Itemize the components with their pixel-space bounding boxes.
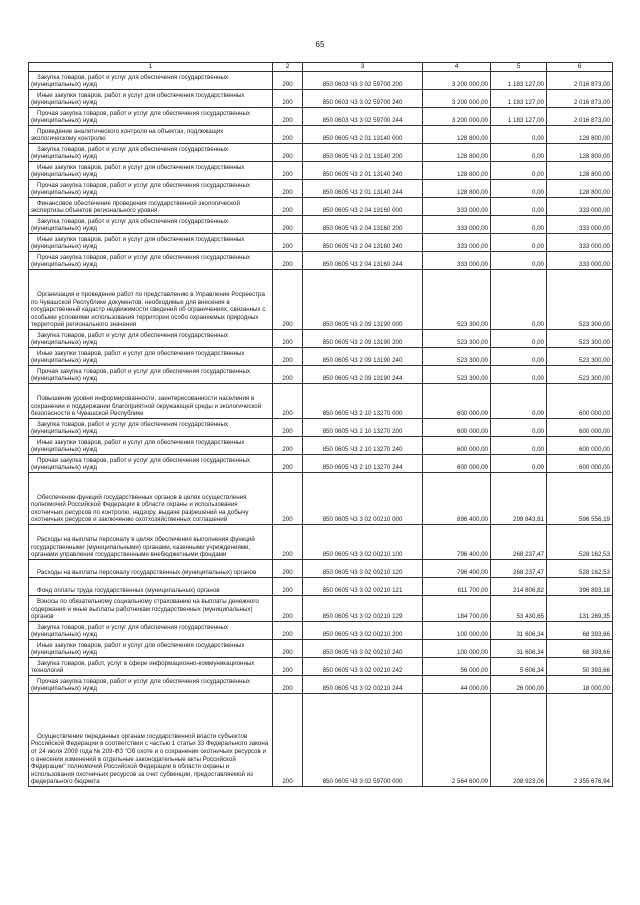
row-col2: 200 bbox=[273, 366, 303, 384]
table-row bbox=[29, 560, 613, 578]
row-name bbox=[29, 560, 273, 578]
row-name bbox=[29, 348, 273, 366]
row-value-6: 2 016 873,00 bbox=[547, 72, 613, 90]
row-value-6: 2 016 873,00 bbox=[547, 90, 613, 108]
table-row bbox=[29, 90, 613, 108]
row-name-text: Расходы на выплаты персоналу государственных (муниципальных) органов bbox=[37, 569, 257, 577]
row-code: 850 0605 Ч3 2 01 13140 000 bbox=[303, 126, 423, 144]
row-code: 850 0603 Ч3 3 02 59700 240 bbox=[303, 90, 423, 108]
row-name bbox=[29, 658, 273, 676]
row-name-text: Закупка товаров, работ и услуг для обеспечения государственных (муниципальных) нужд bbox=[31, 145, 229, 161]
header-col-2: 2 bbox=[273, 63, 303, 72]
row-code: 850 0605 Ч3 2 09 13190 000 bbox=[303, 270, 423, 330]
row-code: 850 0605 Ч3 2 09 13190 244 bbox=[303, 366, 423, 384]
table-row bbox=[29, 694, 613, 787]
row-name bbox=[29, 216, 273, 234]
row-code: 850 0605 Ч3 3 02 00210 121 bbox=[303, 578, 423, 596]
row-value-4: 600 000,00 bbox=[423, 437, 491, 455]
row-value-4: 333 000,00 bbox=[423, 198, 491, 216]
row-name-text: Закупка товаров, работ и услуг для обеспечения государственных (муниципальных) нужд bbox=[31, 331, 229, 347]
row-code: 850 0605 Ч3 2 04 13160 000 bbox=[303, 198, 423, 216]
row-col2: 200 bbox=[273, 676, 303, 694]
row-value-6: 128 800,00 bbox=[547, 126, 613, 144]
row-value-6: 523 300,00 bbox=[547, 270, 613, 330]
row-name bbox=[29, 640, 273, 658]
row-value-4: 44 000,00 bbox=[423, 676, 491, 694]
row-value-4: 796 400,00 bbox=[423, 525, 491, 560]
row-value-4: 600 000,00 bbox=[423, 384, 491, 419]
row-value-5: 31 606,34 bbox=[491, 622, 547, 640]
row-name-text: Прочая закупка товаров, работ и услуг для обеспечения государственных (муниципальных) нужд bbox=[31, 109, 251, 125]
table-row bbox=[29, 270, 613, 330]
row-code: 850 0605 Ч3 2 01 13140 200 bbox=[303, 144, 423, 162]
row-code: 850 0605 Ч3 3 02 00210 100 bbox=[303, 525, 423, 560]
row-code: 850 0605 Ч3 3 02 00210 120 bbox=[303, 560, 423, 578]
row-name bbox=[29, 90, 273, 108]
row-col2: 200 bbox=[273, 596, 303, 622]
table-row bbox=[29, 72, 613, 90]
row-code: 850 0603 Ч3 3 02 59700 244 bbox=[303, 108, 423, 126]
row-value-5: 0,00 bbox=[491, 234, 547, 252]
row-value-5: 0,00 bbox=[491, 330, 547, 348]
row-value-5: 0,00 bbox=[491, 126, 547, 144]
row-name-text: Иные закупки товаров, работ и услуг для обеспечения государственных (муниципальных) нужд bbox=[31, 438, 245, 454]
row-value-4: 600 000,00 bbox=[423, 455, 491, 473]
row-value-4: 2 564 600,00 bbox=[423, 694, 491, 787]
row-value-6: 68 393,66 bbox=[547, 622, 613, 640]
row-col2: 200 bbox=[273, 72, 303, 90]
budget-table bbox=[28, 62, 613, 787]
row-value-5: 1 183 127,00 bbox=[491, 90, 547, 108]
row-col2: 200 bbox=[273, 437, 303, 455]
table-row bbox=[29, 216, 613, 234]
row-code: 850 0605 Ч3 2 10 13270 240 bbox=[303, 437, 423, 455]
table-row bbox=[29, 658, 613, 676]
row-value-5: 0,00 bbox=[491, 437, 547, 455]
row-name-text: Прочая закупка товаров, работ и услуг для обеспечения государственных (муниципальных) нужд bbox=[31, 456, 251, 472]
header-col-6: 6 bbox=[547, 63, 613, 72]
row-name-text: Иные закупки товаров, работ и услуг для обеспечения государственных (муниципальных) нужд bbox=[31, 163, 245, 179]
table-row bbox=[29, 640, 613, 658]
row-value-4: 56 000,00 bbox=[423, 658, 491, 676]
table-row bbox=[29, 384, 613, 419]
row-col2: 200 bbox=[273, 348, 303, 366]
row-name bbox=[29, 525, 273, 560]
row-col2: 200 bbox=[273, 384, 303, 419]
row-value-5: 1 183 127,00 bbox=[491, 108, 547, 126]
row-code: 850 0605 Ч3 2 10 13270 000 bbox=[303, 384, 423, 419]
row-value-5: 0,00 bbox=[491, 180, 547, 198]
row-value-4: 796 400,00 bbox=[423, 560, 491, 578]
row-value-5: 0,00 bbox=[491, 252, 547, 270]
row-name bbox=[29, 108, 273, 126]
row-value-4: 333 000,00 bbox=[423, 252, 491, 270]
row-value-4: 333 000,00 bbox=[423, 216, 491, 234]
table-row bbox=[29, 330, 613, 348]
row-col2: 200 bbox=[273, 144, 303, 162]
row-value-5: 208 923,06 bbox=[491, 694, 547, 787]
row-value-5: 0,00 bbox=[491, 419, 547, 437]
row-code: 850 0605 Ч3 2 04 13160 200 bbox=[303, 216, 423, 234]
row-name bbox=[29, 270, 273, 330]
row-name bbox=[29, 596, 273, 622]
row-name-text: Закупка товаров, работ, услуг в сфере информационно-коммуникационных технологий bbox=[31, 659, 255, 675]
table-row bbox=[29, 676, 613, 694]
row-value-5: 1 183 127,00 bbox=[491, 72, 547, 90]
row-value-6: 396 893,18 bbox=[547, 578, 613, 596]
row-name-text: Закупка товаров, работ и услуг для обеспечения государственных (муниципальных) нужд bbox=[31, 420, 229, 436]
row-value-4: 128 800,00 bbox=[423, 162, 491, 180]
row-code: 850 0605 Ч3 2 04 13160 244 bbox=[303, 252, 423, 270]
row-col2: 200 bbox=[273, 90, 303, 108]
row-code: 850 0605 Ч3 3 02 00210 240 bbox=[303, 640, 423, 658]
row-value-6: 333 000,00 bbox=[547, 234, 613, 252]
row-name-text: Иные закупки товаров, работ и услуг для обеспечения государственных (муниципальных) нужд bbox=[31, 91, 245, 107]
row-name-text: Обеспечение функций государственных органов в целях осуществления полномочий Российской Федерации в области охраны и использования охотничьих ресурсов по контролю, надзору, выдаче разрешений на добычу охотничьих ресурсов и заключению охотхозяйственных соглашений bbox=[31, 493, 249, 524]
row-value-4: 523 300,00 bbox=[423, 348, 491, 366]
row-value-6: 523 300,00 bbox=[547, 348, 613, 366]
row-value-6: 596 556,19 bbox=[547, 473, 613, 525]
row-value-5: 268 237,47 bbox=[491, 560, 547, 578]
row-name bbox=[29, 455, 273, 473]
table-row bbox=[29, 108, 613, 126]
row-value-6: 528 162,53 bbox=[547, 525, 613, 560]
row-name-text: Повышение уровня информированности, заинтересованности населения в сохранении и поддержании благоприятной окружающей среды и экологической безопасности в Чувашской Республике bbox=[31, 395, 262, 418]
table-row bbox=[29, 596, 613, 622]
table-row bbox=[29, 234, 613, 252]
row-code: 850 0605 Ч3 3 02 59700 000 bbox=[303, 694, 423, 787]
row-value-6: 333 000,00 bbox=[547, 216, 613, 234]
header-col-3: 3 bbox=[303, 63, 423, 72]
row-name bbox=[29, 578, 273, 596]
row-value-6: 600 000,00 bbox=[547, 384, 613, 419]
row-name bbox=[29, 162, 273, 180]
row-value-5: 5 606,34 bbox=[491, 658, 547, 676]
row-value-6: 600 000,00 bbox=[547, 437, 613, 455]
row-value-5: 26 000,00 bbox=[491, 676, 547, 694]
table-row bbox=[29, 473, 613, 525]
row-code: 850 0605 Ч3 2 10 13270 244 bbox=[303, 455, 423, 473]
row-name bbox=[29, 473, 273, 525]
header-col-4: 4 bbox=[423, 63, 491, 72]
table-row bbox=[29, 578, 613, 596]
row-value-6: 600 000,00 bbox=[547, 419, 613, 437]
row-name-text: Взносы по обязательному социальному страхованию на выплаты денежного содержания и иные выплаты работникам государственных (муниципальных) органов bbox=[31, 598, 259, 621]
row-value-6: 528 162,53 bbox=[547, 560, 613, 578]
row-value-6: 2 016 873,00 bbox=[547, 108, 613, 126]
row-value-4: 523 300,00 bbox=[423, 366, 491, 384]
row-name-text: Прочая закупка товаров, работ и услуг для обеспечения государственных (муниципальных) нужд bbox=[31, 677, 251, 693]
row-value-6: 600 000,00 bbox=[547, 455, 613, 473]
row-col2: 200 bbox=[273, 560, 303, 578]
row-value-6: 50 393,66 bbox=[547, 658, 613, 676]
table-row bbox=[29, 252, 613, 270]
row-col2: 200 bbox=[273, 658, 303, 676]
row-col2: 200 bbox=[273, 252, 303, 270]
table-row bbox=[29, 366, 613, 384]
row-col2: 200 bbox=[273, 216, 303, 234]
row-name-text: Организация и проведение работ по представлению в Управление Росреестра по Чувашской Республике документов, необходимых для внесения в государственный кадастр недвижимости сведений об ограничениях, связанных с особыми условиями использования территории особо охраняемых природных территорий регионального значения bbox=[31, 291, 266, 329]
row-value-4: 611 700,00 bbox=[423, 578, 491, 596]
row-value-5: 299 843,81 bbox=[491, 473, 547, 525]
row-name-text: Закупка товаров, работ и услуг для обеспечения государственных (муниципальных) нужд bbox=[31, 623, 229, 639]
row-code: 850 0605 Ч3 2 04 13160 240 bbox=[303, 234, 423, 252]
row-col2: 200 bbox=[273, 126, 303, 144]
row-value-4: 523 300,00 bbox=[423, 270, 491, 330]
row-code: 850 0605 Ч3 2 01 13140 244 bbox=[303, 180, 423, 198]
row-value-4: 128 800,00 bbox=[423, 144, 491, 162]
row-col2: 200 bbox=[273, 108, 303, 126]
row-col2: 200 bbox=[273, 694, 303, 787]
row-name-text: Финансовое обеспечение проведения государственной экологической экспертизы объектов регионального уровня bbox=[31, 199, 240, 215]
row-col2: 200 bbox=[273, 578, 303, 596]
row-value-4: 100 000,00 bbox=[423, 622, 491, 640]
table-row bbox=[29, 348, 613, 366]
row-name-text: Иные закупки товаров, работ и услуг для обеспечения государственных (муниципальных) нужд bbox=[31, 349, 245, 365]
table-row bbox=[29, 455, 613, 473]
row-value-4: 100 000,00 bbox=[423, 640, 491, 658]
row-col2: 200 bbox=[273, 180, 303, 198]
row-name bbox=[29, 252, 273, 270]
table-row bbox=[29, 198, 613, 216]
table-row bbox=[29, 419, 613, 437]
row-value-6: 333 000,00 bbox=[547, 198, 613, 216]
row-name bbox=[29, 437, 273, 455]
row-value-4: 600 000,00 bbox=[423, 419, 491, 437]
row-name-text: Осуществление переданных органам государственной власти субъектов Российской Федерации в соответствии с частью 1 статьи 33 Федерального закона от 24 июля 2009 года № 209-ФЗ "Об охоте и о сохранении охотничьих ресурсов и о внесении изменений в отдельные законодательные акты Российской Федерации" полномочий Российской Федерации в области охраны и использования охотничьих ресурсов за счет субвенции, предоставляемой из федерального бюджета bbox=[31, 732, 269, 786]
row-value-6: 18 000,00 bbox=[547, 676, 613, 694]
row-value-5: 53 430,65 bbox=[491, 596, 547, 622]
row-name bbox=[29, 330, 273, 348]
page-number: 65 bbox=[315, 40, 325, 49]
row-code: 850 0605 Ч3 2 01 13140 240 bbox=[303, 162, 423, 180]
row-value-5: 268 237,47 bbox=[491, 525, 547, 560]
row-value-5: 214 806,82 bbox=[491, 578, 547, 596]
row-value-6: 523 300,00 bbox=[547, 366, 613, 384]
row-col2: 200 bbox=[273, 419, 303, 437]
row-name-text: Прочая закупка товаров, работ и услуг для обеспечения государственных (муниципальных) нужд bbox=[31, 181, 251, 197]
table-row bbox=[29, 162, 613, 180]
row-name bbox=[29, 234, 273, 252]
table-row bbox=[29, 437, 613, 455]
row-value-5: 0,00 bbox=[491, 216, 547, 234]
row-code: 850 0603 Ч3 3 02 59700 200 bbox=[303, 72, 423, 90]
table-row bbox=[29, 622, 613, 640]
row-code: 850 0605 Ч3 3 02 00210 129 bbox=[303, 596, 423, 622]
row-name bbox=[29, 126, 273, 144]
row-name bbox=[29, 694, 273, 787]
row-name bbox=[29, 366, 273, 384]
row-name bbox=[29, 676, 273, 694]
row-col2: 200 bbox=[273, 622, 303, 640]
table-row bbox=[29, 525, 613, 560]
row-value-6: 128 800,00 bbox=[547, 144, 613, 162]
row-name-text: Прочая закупка товаров, работ и услуг для обеспечения государственных (муниципальных) нужд bbox=[31, 367, 251, 383]
row-value-4: 3 200 000,00 bbox=[423, 90, 491, 108]
row-name bbox=[29, 180, 273, 198]
row-col2: 200 bbox=[273, 162, 303, 180]
table-row bbox=[29, 144, 613, 162]
row-name bbox=[29, 72, 273, 90]
row-name-text: Иные закупки товаров, работ и услуг для обеспечения государственных (муниципальных) нужд bbox=[31, 235, 245, 251]
row-value-4: 128 800,00 bbox=[423, 180, 491, 198]
row-col2: 200 bbox=[273, 473, 303, 525]
row-col2: 200 bbox=[273, 270, 303, 330]
row-name-text: Иные закупки товаров, работ и услуг для обеспечения государственных (муниципальных) нужд bbox=[31, 641, 245, 657]
row-code: 850 0605 Ч3 3 02 00210 242 bbox=[303, 658, 423, 676]
row-value-5: 0,00 bbox=[491, 144, 547, 162]
row-name-text: Закупка товаров, работ и услуг для обеспечения государственных (муниципальных) нужд bbox=[31, 73, 229, 89]
row-code: 850 0605 Ч3 2 09 13190 240 bbox=[303, 348, 423, 366]
row-name-text: Проведение аналитического контроля на объектах, подлежащих экологическому контролю bbox=[31, 127, 224, 143]
row-name-text: Прочая закупка товаров, работ и услуг для обеспечения государственных (муниципальных) нужд bbox=[31, 253, 251, 269]
row-value-4: 184 700,00 bbox=[423, 596, 491, 622]
row-value-6: 131 269,35 bbox=[547, 596, 613, 622]
table-row bbox=[29, 126, 613, 144]
row-col2: 200 bbox=[273, 525, 303, 560]
row-value-5: 0,00 bbox=[491, 270, 547, 330]
row-name-text: Закупка товаров, работ и услуг для обеспечения государственных (муниципальных) нужд bbox=[31, 217, 229, 233]
table-row bbox=[29, 180, 613, 198]
row-value-6: 523 300,00 bbox=[547, 330, 613, 348]
row-value-6: 68 393,66 bbox=[547, 640, 613, 658]
row-code: 850 0605 Ч3 3 02 00210 200 bbox=[303, 622, 423, 640]
row-name bbox=[29, 198, 273, 216]
row-col2: 200 bbox=[273, 455, 303, 473]
row-name-text: Фонд оплаты труда государственных (муниципальных) органов bbox=[37, 587, 220, 595]
row-name bbox=[29, 144, 273, 162]
row-value-4: 128 800,00 bbox=[423, 126, 491, 144]
row-value-5: 0,00 bbox=[491, 162, 547, 180]
row-value-5: 0,00 bbox=[491, 366, 547, 384]
row-value-6: 2 355 676,94 bbox=[547, 694, 613, 787]
row-col2: 200 bbox=[273, 198, 303, 216]
row-value-4: 3 200 000,00 bbox=[423, 72, 491, 90]
row-code: 850 0605 Ч3 2 09 13190 200 bbox=[303, 330, 423, 348]
row-value-5: 0,00 bbox=[491, 455, 547, 473]
header-row bbox=[29, 63, 613, 72]
row-col2: 200 bbox=[273, 330, 303, 348]
row-value-4: 3 200 000,00 bbox=[423, 108, 491, 126]
row-name bbox=[29, 622, 273, 640]
row-value-4: 896 400,00 bbox=[423, 473, 491, 525]
row-value-4: 333 000,00 bbox=[423, 234, 491, 252]
header-col-5: 5 bbox=[491, 63, 547, 72]
row-col2: 200 bbox=[273, 234, 303, 252]
row-value-4: 523 300,00 bbox=[423, 330, 491, 348]
row-value-5: 31 606,34 bbox=[491, 640, 547, 658]
row-value-6: 128 800,00 bbox=[547, 180, 613, 198]
row-col2: 200 bbox=[273, 640, 303, 658]
row-code: 850 0605 Ч3 3 02 00210 000 bbox=[303, 473, 423, 525]
row-code: 850 0605 Ч3 2 10 13270 200 bbox=[303, 419, 423, 437]
row-value-5: 0,00 bbox=[491, 198, 547, 216]
row-name bbox=[29, 384, 273, 419]
row-value-6: 333 000,00 bbox=[547, 252, 613, 270]
header-col-1: 1 bbox=[29, 63, 273, 72]
row-code: 850 0605 Ч3 3 02 00210 244 bbox=[303, 676, 423, 694]
row-name bbox=[29, 419, 273, 437]
row-value-5: 0,00 bbox=[491, 348, 547, 366]
row-value-6: 128 800,00 bbox=[547, 162, 613, 180]
row-value-5: 0,00 bbox=[491, 384, 547, 419]
row-name-text: Расходы на выплаты персоналу в целях обеспечения выполнения функций государственными (муниципальными) органами, казенными учреждениями, органами управления государственными внебюджетными фондами bbox=[31, 536, 255, 559]
